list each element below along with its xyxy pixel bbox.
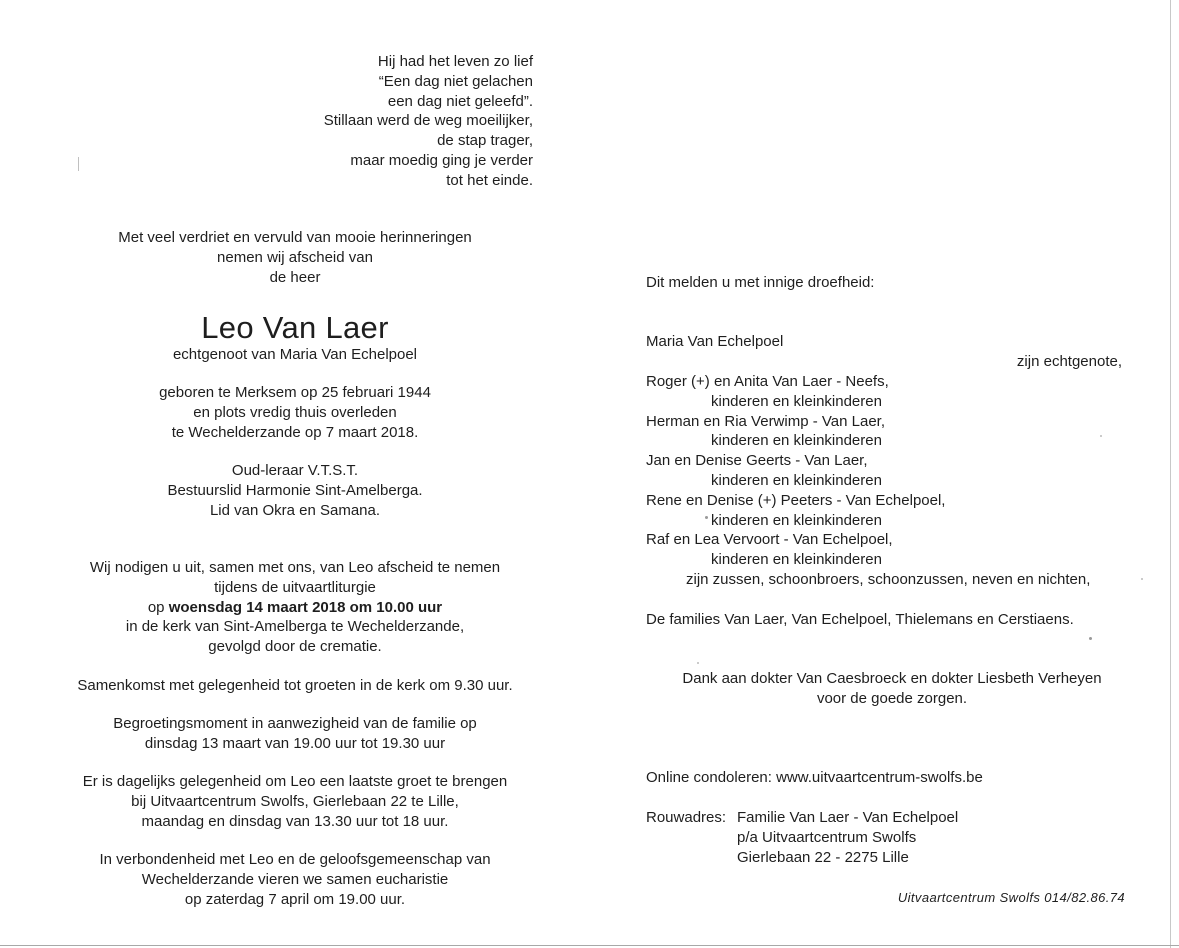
child-role: kinderen en kleinkinderen <box>711 432 882 450</box>
scan-speck <box>1141 578 1143 580</box>
title-line: Bestuurslid Harmonie Sint-Amelberga. <box>167 481 423 499</box>
eucharist <box>20 850 570 909</box>
greeting-line: Begroetingsmoment in aanwezigheid van de familie op <box>113 715 477 732</box>
funeral-date: woensdag 14 maart 2018 om 10.00 uur <box>168 598 443 616</box>
visit <box>20 772 570 831</box>
funeral-date-prefix: op <box>147 598 169 616</box>
poem-line: een dag niet geleefd”. <box>387 92 533 110</box>
address-label: Rouwadres: <box>646 809 727 826</box>
child-names: Herman en Ria Verwimp - Van Laer, <box>646 412 885 430</box>
child-role: kinderen en kleinkinderen <box>711 392 882 410</box>
funeral-invitation <box>20 558 570 657</box>
child-names: Rene en Denise (+) Peeters - Van Echelpoel, <box>646 491 946 509</box>
scan-speck <box>1100 435 1102 437</box>
dates <box>20 383 570 442</box>
spouse-role: zijn echtgenote, <box>1016 353 1122 370</box>
thanks-line: Dank aan dokter Van Caesbroeck en dokter Liesbeth Verheyen <box>682 670 1102 687</box>
greeting <box>20 714 570 754</box>
child-role: kinderen en kleinkinderen <box>711 551 882 569</box>
thanks <box>646 669 1138 709</box>
poem <box>324 52 533 191</box>
child-names: Raf en Lea Vervoort - Van Echelpoel, <box>646 531 893 549</box>
address-line: Gierlebaan 22 - 2275 Lille <box>737 849 909 866</box>
announcement-line: Met veel verdriet en vervuld van mooie herinneringen <box>118 229 472 246</box>
title-line: Oud-leraar V.T.S.T. <box>231 462 359 479</box>
children-list <box>646 372 945 570</box>
scan-speck <box>697 662 699 664</box>
gathering-line: Samenkomst met gelegenheid tot groeten in de kerk om 9.30 uur. <box>77 677 513 694</box>
eucharist-line: Wechelderzande vieren we samen eucharistie <box>141 870 449 888</box>
funeral-line: gevolgd door de crematie. <box>208 638 382 656</box>
funeral-line: in de kerk van Sint-Amelberga te Wechelderzande, <box>125 618 465 636</box>
date-line: te Wechelderzande op 7 maart 2018. <box>171 423 419 441</box>
scan-bottom-line <box>0 945 1179 946</box>
poem-line: tot het einde. <box>446 171 533 189</box>
child-role: kinderen en kleinkinderen <box>711 471 882 489</box>
eucharist-line: op zaterdag 7 april om 19.00 uur. <box>184 890 406 908</box>
scan-speck <box>705 516 708 519</box>
date-line: en plots vredig thuis overleden <box>193 403 397 421</box>
funeral-date-line <box>20 598 570 618</box>
announcement <box>20 228 570 287</box>
spouse-line: echtgenoot van Maria Van Echelpoel <box>172 346 418 363</box>
address-line: p/a Uitvaartcentrum Swolfs <box>737 829 917 846</box>
poem-line: Stillaan werd de weg moeilijker, <box>323 112 533 130</box>
child-names: Jan en Denise Geerts - Van Laer, <box>646 452 868 470</box>
announcement-line: de heer <box>269 268 321 286</box>
visit-line: bij Uitvaartcentrum Swolfs, Gierlebaan 22 te Lille, <box>131 792 459 810</box>
eucharist-line: In verbondenheid met Leo en de geloofsgemeenschap van <box>99 851 491 868</box>
greeting-line: dinsdag 13 maart van 19.00 uur tot 19.30 uur <box>144 734 446 752</box>
date-line: geboren te Merksem op 25 februari 1944 <box>159 384 431 401</box>
address-line: Familie Van Laer - Van Echelpoel <box>737 809 959 826</box>
scan-edge-line <box>1170 0 1171 948</box>
announcement-line: nemen wij afscheid van <box>217 248 373 266</box>
scan-speck <box>78 157 79 171</box>
poem-line: de stap trager, <box>437 132 533 150</box>
funeral-line: Wij nodigen u uit, samen met ons, van Leo afscheid te nemen <box>89 559 501 576</box>
visit-line: Er is dagelijks gelegenheid om Leo een laatste groet te brengen <box>82 773 508 790</box>
notice-intro: Dit melden u met innige droefheid: <box>646 274 875 291</box>
online-condolences: Online condoleren: www.uitvaartcentrum-swolfs.be <box>646 769 983 786</box>
child-role: kinderen en kleinkinderen <box>711 511 882 529</box>
poem-line: “Een dag niet gelachen <box>378 72 533 90</box>
poem-line: Hij had het leven zo lief <box>377 53 533 70</box>
poem-line: maar moedig ging je verder <box>350 151 533 169</box>
siblings: zijn zussen, schoonbroers, schoonzussen, neven en nichten, <box>686 571 1091 588</box>
title-line: Lid van Okra en Samana. <box>209 501 381 519</box>
deceased-name: Leo Van Laer <box>201 310 389 345</box>
child-names: Roger (+) en Anita Van Laer - Neefs, <box>646 373 889 390</box>
thanks-line: voor de goede zorgen. <box>816 689 968 707</box>
titles <box>20 461 570 520</box>
spouse-name: Maria Van Echelpoel <box>646 333 784 350</box>
funeral-line: tijdens de uitvaartliturgie <box>214 578 376 596</box>
families: De families Van Laer, Van Echelpoel, Thielemans en Cerstiaens. <box>646 611 1074 628</box>
scan-speck <box>1089 637 1092 640</box>
visit-line: maandag en dinsdag van 13.30 uur tot 18 uur. <box>141 812 449 830</box>
deceased-block <box>20 311 570 365</box>
gathering <box>20 676 570 696</box>
funeral-home-contact: Uitvaartcentrum Swolfs 014/82.86.74 <box>897 890 1125 905</box>
